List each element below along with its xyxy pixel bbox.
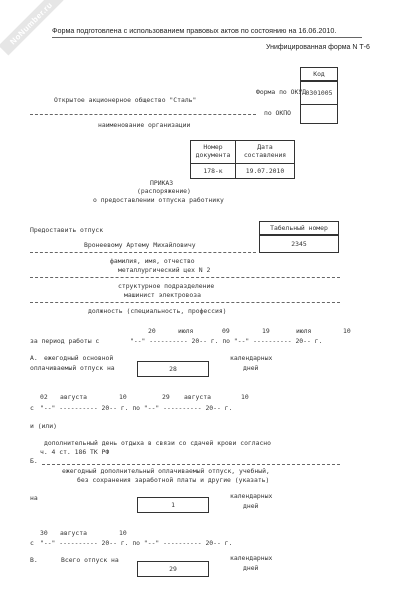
section-b-line (42, 464, 340, 465)
doc-number-value: 178-к (190, 163, 236, 179)
section-a-text-2: оплачиваемый отпуск на (30, 364, 115, 372)
section-a-prefix: с (30, 404, 34, 412)
section-v-days-label-2: дней (243, 564, 259, 572)
employee-name: Вронеевому Артему Михайловичу (84, 241, 196, 249)
section-b-from-month: августа (60, 529, 87, 537)
section-a-from-day: 02 (40, 393, 48, 401)
position-line (30, 302, 340, 303)
position: машинист электровоза (124, 291, 201, 299)
tab-number-value: 2345 (259, 235, 339, 253)
section-a-from-month: августа (60, 393, 87, 401)
legal-notice: Форма подготовлена с использованием правовых актов по состоянию на 16.06.2010. (52, 26, 337, 35)
section-a-template: "--" ---------- 20-- г. по "--" ---------- 20-- г. (40, 404, 233, 412)
watermark: NoNumber.ru (0, 0, 64, 56)
section-b-text-1: дополнительный день отдыха в связи со сдачей крови согласно (44, 439, 272, 447)
section-a-days-label-2: дней (243, 364, 259, 372)
section-b-on-label: на (30, 494, 38, 502)
section-b-days-label-2: дней (243, 502, 259, 510)
section-b-template: "--" ---------- 20-- г. по "--" ---------- 20-- г. (40, 539, 233, 547)
section-a-to-year: 10 (241, 393, 249, 401)
order-subtitle: (распоряжение) (137, 187, 191, 195)
employee-name-line (30, 252, 256, 253)
okpo-label: по ОКПО (264, 109, 291, 117)
section-b-from-day: 30 (40, 529, 48, 537)
section-a-days-label-1: календарных (230, 354, 273, 362)
section-a-days: 28 (137, 361, 209, 377)
period-to-month: июля (296, 327, 312, 335)
grant-label: Предоставить отпуск (30, 226, 104, 234)
section-a-to-month: августа (184, 393, 211, 401)
section-v-days: 29 (137, 561, 209, 577)
section-a-letter: А. (30, 354, 38, 362)
period-from-day: 20 (148, 327, 156, 335)
and-or: и (или) (30, 422, 57, 430)
position-caption: должность (специальность, профессия) (88, 307, 227, 315)
section-b-caption-1: ежегодный дополнительный оплачиваемый отпуск, учебный, (62, 467, 270, 475)
organization-name: Открытое акционерное общество "Сталь" (54, 96, 197, 104)
section-v-letter: В. (30, 556, 38, 564)
section-a-text-1: ежегодный основной (44, 354, 114, 362)
codes-header: Код (300, 67, 338, 81)
period-from-month: июля (178, 327, 194, 335)
form-label: Унифицированная форма N Т-6 (266, 44, 370, 51)
tab-number-header: Табельный номер (259, 221, 339, 235)
employee-name-caption: фамилия, имя, отчество (110, 257, 195, 265)
order-about: о предоставлении отпуска работнику (93, 196, 224, 204)
section-b-days-label-1: календарных (230, 492, 273, 500)
section-a-to-day: 29 (162, 393, 170, 401)
section-b-days: 1 (137, 497, 209, 513)
period-to-day: 19 (262, 327, 270, 335)
period-label: за период работы с (30, 337, 100, 345)
section-b-prefix: с (30, 539, 34, 547)
section-b-from-year: 10 (119, 529, 127, 537)
order-title: ПРИКАЗ (150, 179, 174, 187)
section-v-text: Всего отпуск на (61, 556, 119, 564)
okud-value: 0301005 (300, 81, 338, 105)
notice-underline (52, 37, 362, 38)
department-caption: структурное подразделение (118, 282, 215, 290)
period-to-year: 10 (343, 327, 351, 335)
doc-date-value: 19.07.2010 (235, 163, 295, 179)
period-template: "--" ---------- 20-- г. по "--" ---------- 20-- г. (130, 337, 323, 345)
organization-line (30, 114, 256, 115)
period-from-year: 09 (222, 327, 230, 335)
section-a-from-year: 10 (119, 393, 127, 401)
doc-number-header: Номер документа (190, 140, 236, 164)
section-b-caption-2: без сохранения заработной платы и другие (указать) (77, 476, 270, 484)
doc-date-header: Дата составления (235, 140, 295, 164)
organization-caption: наименование организации (98, 121, 191, 129)
okud-label: Форма по ОКУД (256, 88, 307, 96)
section-b-letter: Б. (30, 457, 38, 465)
department: металлургический цех N 2 (118, 266, 211, 274)
section-b-text-2: ч. 4 ст. 186 ТК РФ (40, 448, 110, 456)
okpo-value (300, 104, 338, 124)
section-v-days-label-1: календарных (230, 554, 273, 562)
department-line (30, 277, 340, 278)
